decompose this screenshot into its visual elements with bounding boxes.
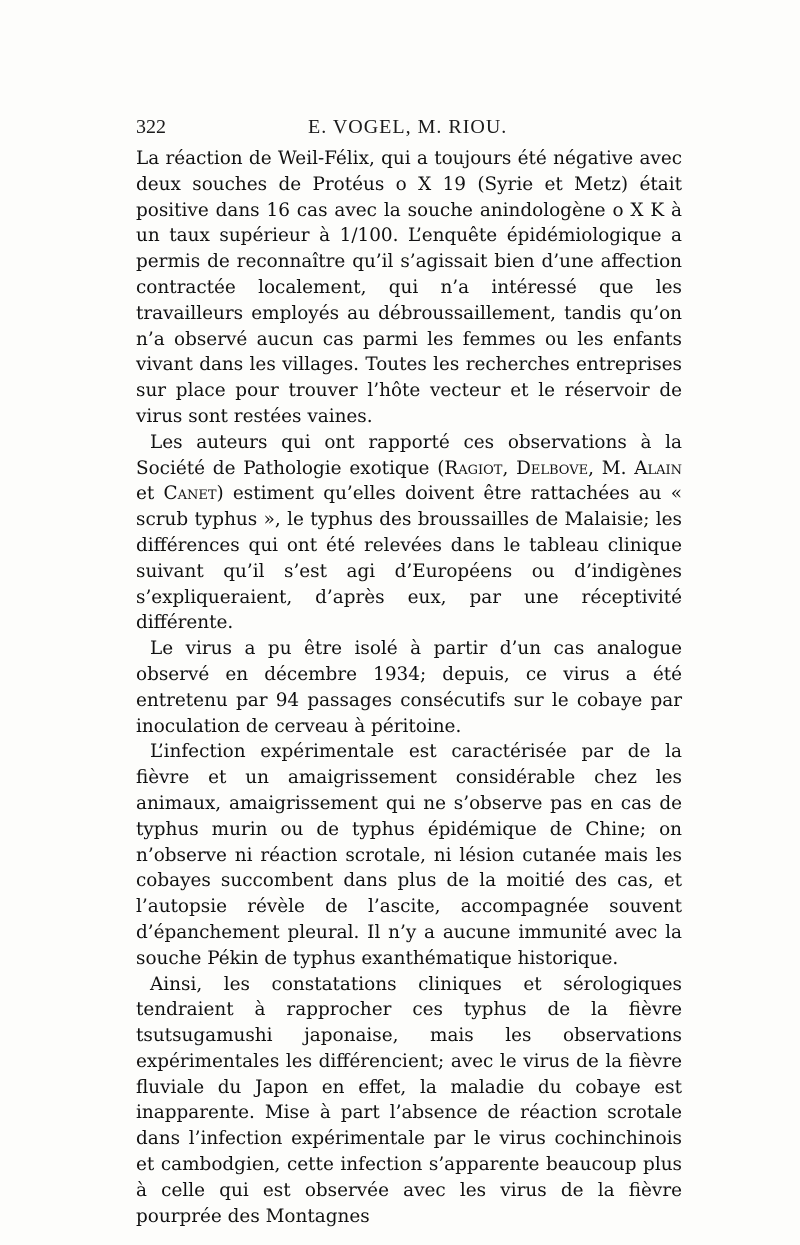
paragraph-2 xyxy=(136,430,682,636)
page-number: 322 xyxy=(136,116,166,138)
paragraph-text-segment: Delbove xyxy=(516,457,589,479)
paragraph-5 xyxy=(136,972,682,1230)
paragraph-1 xyxy=(136,146,682,430)
paragraph-text-segment: Le virus a pu être isolé à partir d’un cas analogue observé en décembre 1934; depuis, ce virus a été entretenu par 94 passages consécutifs sur le cobaye par inoculation de cerveau à péritoine. xyxy=(136,638,682,737)
paragraph-text-segment: , xyxy=(502,457,517,479)
body-text xyxy=(136,146,682,1229)
paragraph-text-segment: et xyxy=(136,483,164,505)
paragraph-text-segment: L’infection expérimentale est caractérisée par de la fièvre et un amaigrissement considérable chez les animaux, amaigrissement qui ne s’observe pas en cas de typhus murin ou de typhus épidémique de Chine; on n’observe ni réaction scrotale, ni lésion cutanée mais les cobayes succombent dans plus de la moitié des cas, et l’autopsie révèle de l’ascite, accompagnée souvent d’épanchement pleural. Il n’y a aucune immunité avec la souche Pékin de typhus exanthématique historique. xyxy=(136,741,682,969)
paragraph-text-segment: Canet xyxy=(163,483,217,505)
paragraph-3 xyxy=(136,636,682,739)
paragraph-text-segment: Les auteurs qui ont rapporté ces observations à la Société de Pathologie exotique ( xyxy=(136,431,682,479)
paragraph-text-segment: , M. xyxy=(588,457,635,479)
running-head xyxy=(136,116,678,144)
paragraph-text-segment: Ainsi, les constatations cliniques et sérologiques tendraient à rapprocher ces typhus de la fièvre tsutsugamushi japonaise, mais les observations expérimentales les différencient; avec le virus de la fièvre fluviale du Japon en effet, la maladie du cobaye est inapparente. Mise à part l’absence de réaction scrotale dans l’infection expérimentale par le virus cochinchinois et cambodgien, cette infection s’apparente beaucoup plus à celle qui est observée avec les virus de la fièvre pourprée des Montagnes xyxy=(136,973,682,1227)
paragraph-text-segment: La réaction de Weil-Félix, qui a toujours été négative avec deux souches de Protéus o X 19 (Syrie et Metz) était positive dans 16 cas avec la souche anindologène o X K à un taux supérieur à 1/100. L’enquête épidémiologique a permis de reconnaître qu’il s’agissait bien d’une affection contractée localement, qui n’a intéressé que les travailleurs employés au débroussaillement, tandis qu’on n’a observé aucun cas parmi les femmes ou les enfants vivant dans les villages. Toutes les recherches entreprises sur place pour trouver l’hôte vecteur et le réservoir de virus sont restées vaines. xyxy=(136,148,682,427)
paragraph-text-segment: Ragiot xyxy=(444,457,503,479)
paragraph-4 xyxy=(136,739,682,971)
running-title: E. VOGEL, M. RIOU. xyxy=(308,116,508,138)
paragraph-text-segment: Alain xyxy=(634,457,683,479)
paragraph-text-segment: ) estiment qu’elles doivent être rattachées au « scrub typhus », le typhus des broussailles de Malaisie; les différences qui ont été relevées dans le tableau clinique suivant qu’il s’est agi d’Européens ou d’indigènes s’expliqueraient, d’après eux, par une réceptivité différente. xyxy=(136,483,682,634)
